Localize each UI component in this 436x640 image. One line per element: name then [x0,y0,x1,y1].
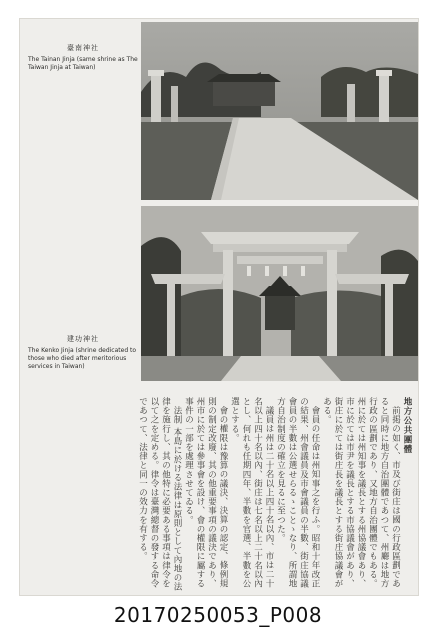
tainan-jinja-caption [28,43,138,72]
article-paragraph: 議員は州は二十名以上四十名以內、市は二十名以上四十名以內、街庄は七名以上二十名以內とし、何れも任期四年、半數を官選、半數を公選とする。 [229,397,274,589]
kenko-jinja-caption [28,334,138,371]
document-id: 20170250053_P008 [113,603,323,627]
article-paragraph: 會員の任命は州知事之を行ふ。昭和十年改正の結果、州會議員及市會議員の半數、街庄協議會員の半數は公選せらるゝことゝなり、所謂地方自治制度の確立を見るに至つた。 [275,397,320,589]
caption-cjk: 建功神社 [67,335,99,343]
article-paragraph: 會の權限は豫算の議決、決算の認定、條例規則の制定改廢、其の他重要事項の議決であり、州市に於ては參事會を設け、會の權限に屬する事件の一部を處理させてゐる。 [183,397,228,589]
tainan-jinja-photo [141,22,418,200]
kenko-jinja-photo [141,206,418,381]
article-heading: 地方公共團體 [402,397,412,454]
document-page [19,18,419,596]
article-paragraph: 法制 本島に於ける法律は原則として內地の法律を施行し、其の他特に必要ある事項は律令を以て之を定める。律令は臺灣總督の發する命令であつて、法律と同一の效力を有する。 [137,397,182,591]
caption-cjk: 臺南神社 [67,44,99,52]
caption-english: The Tainan Jinja (same shrine as The Taiwan Jinja at Taiwan) [28,56,138,71]
caption-english: The Kenko Jinja (shrine dedicated to those who died after meritorious services in Taiwan) [28,347,137,370]
article-body [48,397,412,593]
article-paragraph: 前掲の如く、市及び街庄は國の行政區劃であると同時に地方自治團體であつて、州廳は地方行政の區劃であり、又地方自治團體でもある。州に於ては州知事を議長とする州協議會あり、市に於ては市尹を議長とする市協議會があり、街庄に於ては街庄長を議長とする街庄協議會がある。 [321,397,401,589]
